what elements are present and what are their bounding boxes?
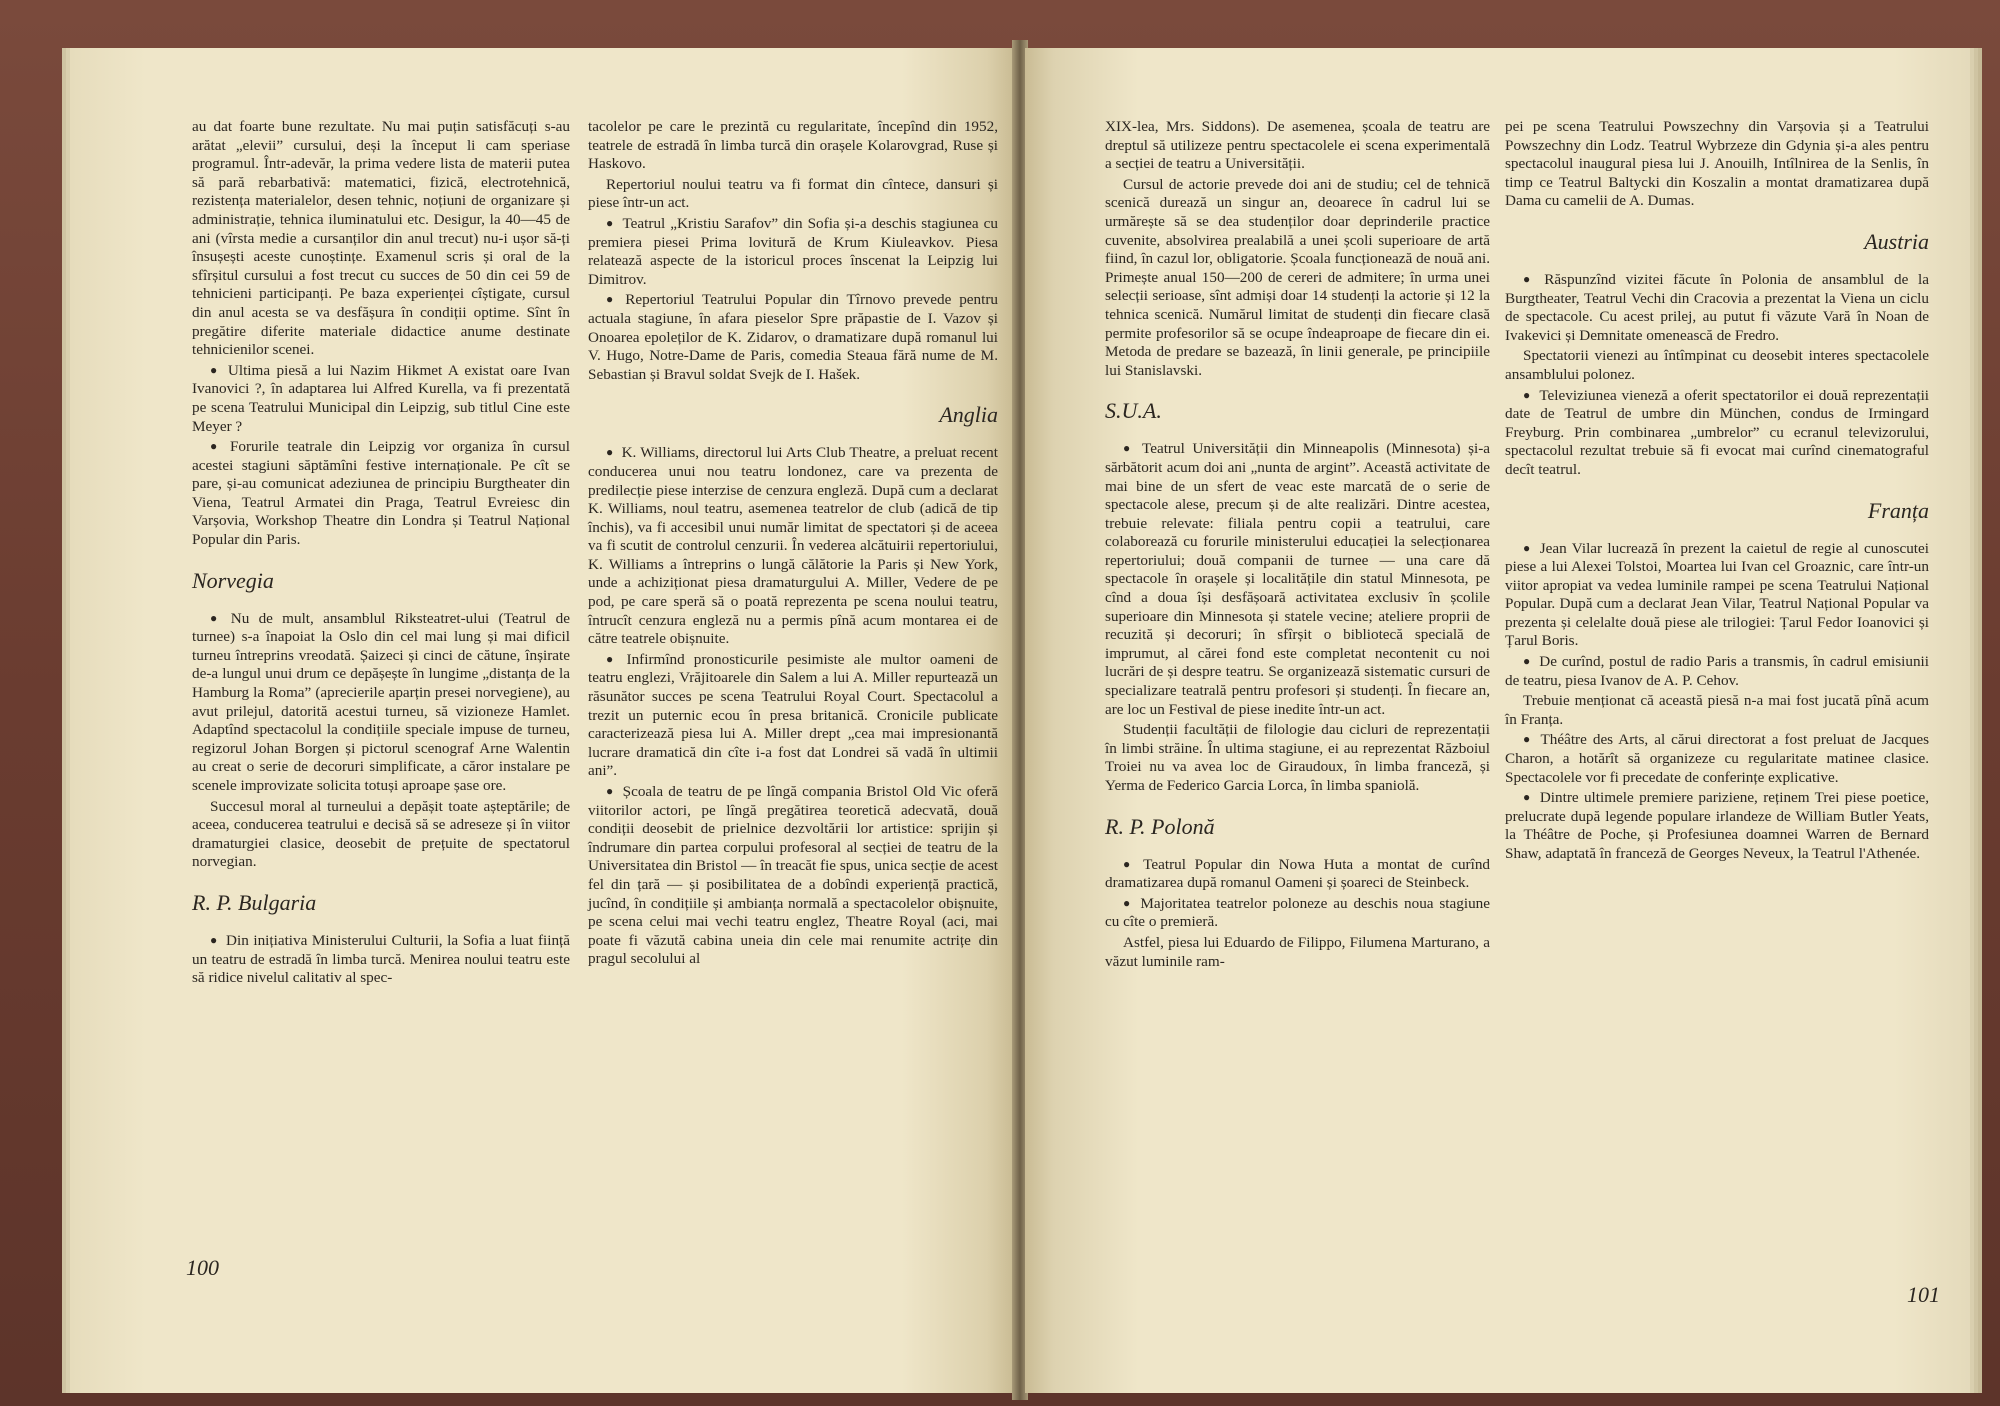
news-item: ● Infirmînd pronosticurile pesimiste ale multor oameni de teatru englezi, Vrăjitoarele din Salem a lui A. Miller repurtează un răsunător succes pe scena Teatrului Royal Court. Spectacolul a trezit un puternic ecou în presa britanică. Cronicile publicate caracterizează piesa lui A. Miller drept „cea mai impresionantă lucrare dramatică din cîte i-a fost dat Londrei să vadă în ultimii ani”.: [588, 651, 998, 781]
left-page: [70, 48, 1015, 1393]
right-page-column-1: [1105, 118, 1490, 973]
paragraph: Succesul moral al turneului a depășit toate așteptările; de aceea, conducerea teatrului e decisă să se adreseze și în viitor dramaturgiei clasice, deosebit de prețuite de spectatorul norvegian.: [192, 797, 570, 871]
news-item: ● Teatrul „Kristiu Sarafov” din Sofia și-a deschis stagiunea cu premiera piesei Prima lovitură de Krum Kiuleavkov. Piesa relatează aspecte de la istoricul proces înscenat la Leipzig lui Dimitrov.: [588, 215, 998, 289]
news-item: ● Școala de teatru de pe lîngă compania Bristol Old Vic oferă viitorilor actori, pe lîngă pregătirea teoretică adecvată, două condiții deosebit de prielnice dezvoltării lor artistice: sprijin și îndrumare din partea corpului profesoral al secției de teatru de la Universitatea din Bristol — în treacăt fie spus, unica secție de acest fel din țară — și posibilitatea de a dobîndi experiență practică, jucînd, în condițiile și ambianța normală a spectacolelor obișnuite, pe scena celui mai vechi teatru englez, Theatre Royal (aci, mai poate fi văzută cabina uneia din cele mai renumite actrițe din pragul secolului al: [588, 783, 998, 969]
page-number-right: 101: [1907, 1282, 1940, 1307]
section-heading: S.U.A.: [1105, 398, 1162, 424]
right-page-column-2: [1505, 118, 1929, 866]
paragraph: Astfel, piesa lui Eduardo de Filippo, Filumena Marturano, a văzut luminile ram-: [1105, 933, 1490, 970]
paragraph: pei pe scena Teatrului Powszechny din Varșovia și a Teatrului Powszechny din Lodz. Teatrul Wybrzeze din Gdynia și-a ales pentru spectacolul inaugural piesa lui J. Anouilh, Intîlnirea de la Senlis, în timp ce Teatrul Baltycki din Koszalin a montat dramatizarea după Dama cu camelii de A. Dumas.: [1505, 118, 1929, 210]
news-item: ● Televiziunea vieneză a oferit spectatorilor ei două reprezentații date de Teatrul de umbre din München, condus de Irmingard Freyburg. Prin combinarea „umbrelor” cu ecranul televizorului, spectacolul rezultat trebuie să fi evocat mai curînd cinematograful decît teatrul.: [1505, 387, 1929, 480]
section-heading: R. P. Polonă: [1105, 813, 1215, 839]
paragraph: Spectatorii vienezi au întîmpinat cu deosebit interes spectacolele ansamblului polonez.: [1505, 347, 1929, 383]
left-page-column-1: [192, 118, 570, 990]
news-item: ● K. Williams, directorul lui Arts Club Theatre, a preluat recent conducerea unui nou teatru londonez, care va prezenta de predilecție piese interzise de cenzura engleză. După cum a declarat K. Williams, noul teatru, asemenea teatrelor de club (adică de tip închis), va fi accesibil unui număr limitat de spectatori și de aceea va fi scutit de controlul cenzurii. În vederea alcătuirii repertoriului, K. Williams a întreprins o lungă călătorie la Paris și New York, unde a achiziționat piesa dramaturgului A. Miller, Vedere de pe pod, pe care speră să o poată reprezenta pe scena noului teatru, întrucît cenzura engleză nu a permis pînă acum montarea ei de către teatrele obișnuite.: [588, 444, 998, 649]
paragraph: Studenții facultății de filologie dau cicluri de reprezentații în limbi străine. În ultima stagiune, ei au reprezentat Războiul Troiei nu va avea loc de Giraudoux, în limba franceză, și Yerma de Federico Garcia Lorca, în limba spaniolă.: [1105, 721, 1490, 794]
section-heading: Austria: [1864, 228, 1929, 254]
news-item: ● Théâtre des Arts, al cărui directorat a fost preluat de Jacques Charon, a hotărît să organizeze cu regularitate matinee clasice. Spectacolele vor fi precedate de conferințe explicative.: [1505, 731, 1929, 787]
news-item: ● Dintre ultimele premiere pariziene, reținem Trei piese poetice, prelucrate după legende populare irlandeze de William Butler Yeats, la Théâtre de Poche, și Profesiunea doamnei Warren de Bernard Shaw, adaptată în franceză de Georges Neveux, la Teatrul l'Athenée.: [1505, 789, 1929, 863]
news-item: ● Teatrul Popular din Nowa Huta a montat de curînd dramatizarea după romanul Oameni și șoareci de Steinbeck.: [1105, 856, 1490, 893]
section-heading: Anglia: [939, 402, 998, 428]
paragraph: au dat foarte bune rezultate. Nu mai puțin satisfăcuți s-au arătat „elevii” cursului, deși la început li cam speriase programul. Într-adevăr, la prima vedere lista de materii putea să pară rebarbativă: matematici, fizică, electrotehnică, rezistența materialelor, desen tehnic, noțiuni de organizare și administrație, tehnica iluminatului etc. Desigur, la 40—45 de ani (vîrsta medie a cursanților din anul trecut) nu-i ușor să-ți însușești aceste cunoștințe. Examenul scris și oral de la sfîrșitul cursului a fost trecut cu succes de 50 din cei 59 de tehnicieni participanți. Pe baza experienței cîștigate, cursul din anul acesta se va desfășura în condiții optime. Sînt în pregătire diferite materiale didactice anume destinate tehnicienilor scenei.: [192, 118, 570, 359]
section-heading: Franța: [1867, 497, 1929, 523]
paragraph: Repertoriul noului teatru va fi format din cîntece, dansuri și piese într-un act.: [588, 175, 998, 212]
right-page: [1025, 48, 1970, 1393]
news-item: ● Ultima piesă a lui Nazim Hikmet A existat oare Ivan Ivanovici ?, în adaptarea lui Alfred Kurella, va fi prezentată pe scena Teatrului Municipal din Leipzig, sub titlul Cine este Meyer ?: [192, 362, 570, 436]
news-item: ● Repertoriul Teatrului Popular din Tîrnovo prevede pentru actuala stagiune, în afara pieselor Spre prăpastie de I. Vazov și Onoarea epoleților de K. Zidarov, o dramatizare după romanul lui V. Hugo, Notre-Dame de Paris, comedia Steaua fără nume de M. Sebastian și Bravul soldat Svejk de I. Hašek.: [588, 291, 998, 384]
news-item: ● Nu de mult, ansamblul Riksteatret-ului (Teatrul de turnee) s-a înapoiat la Oslo din cel mai lung și mai dificil turneu întreprins vreodată. Șaizeci și cinci de cătune, înșirate de-a lungul unui drum ce depășește în lungime „distanța de la Hamburg la Roma” (aprecierile aparțin presei norvegiene), au avut prilejul, datorită acestui turneu, să vizioneze Hamlet. Adaptînd spectacolul la condițiile speciale impuse de turneu, regizorul Johan Borgen și pictorul scenograf Arne Walentin au creat o serie de decoruri simplificate, a căror instalare pe scenele improvizate solicita totuși aproape șase ore.: [192, 610, 570, 796]
news-item: ● De curînd, postul de radio Paris a transmis, în cadrul emisiunii de teatru, piesa Ivanov de A. P. Cehov.: [1505, 653, 1929, 690]
section-heading: Norvegia: [192, 567, 274, 593]
paragraph: Trebuie menționat că această piesă n-a mai fost jucată pînă acum în Franța.: [1505, 692, 1929, 728]
news-item: ● Jean Vilar lucrează în prezent la caietul de regie al cunoscutei piese a lui Alexei Tolstoi, Moartea lui Ivan cel Groaznic, care într-un viitor apropiat va vedea luminile rampei pe scena Teatrului Național Popular. După cum a declarat Jean Vilar, Teatrul Național Popular va prezenta și celelalte două piese ale trilogiei: Țarul Fedor Ioanovici și Țarul Boris.: [1505, 540, 1929, 652]
page-number-left: 100: [186, 1255, 219, 1280]
news-item: ● Din inițiativa Ministerului Culturii, la Sofia a luat ființă un teatru de estradă în limba turcă. Menirea noului teatru este să ridice nivelul calitativ al spec-: [192, 932, 570, 988]
news-item: ● Teatrul Universității din Minneapolis (Minnesota) și-a sărbătorit acum doi ani „nunta de argint”. Această activitate de mai bine de un sfert de veac este marcată de o serie de spectacole alese, precum și de alte realizări. Dintre acestea, trebuie relevate: filiala pentru copii a teatrului, care colaborează cu forurile ministerului educației la selecționarea repertoriului; două companii de turnee — una care dă spectacole în orașele și localitățile din statul Minnesota, pe cînd a doua își desfășoară activitatea exclusiv în școlile superioare din Minnesota și statele vecine; ateliere proprii de recuzită și decoruri; în sfîrșit o bibliotecă specială de imprumut, al cărei fond este completat necontenit cu noi lucrări de și despre teatru. Se organizează sistematic cursuri de specializare teatrală pentru profesori și studenți. În fiecare an, are loc un Festival de piese inedite într-un act.: [1105, 440, 1490, 719]
news-item: ● Răspunzînd vizitei făcute în Polonia de ansamblul de la Burgtheater, Teatrul Vechi din Cracovia a prezentat la Viena un ciclu de spectacole. Cu acest prilej, au putut fi văzute Vară în Noan de Ivakevici și Demnitate omenească de Fredro.: [1505, 271, 1929, 345]
left-page-column-2: [588, 118, 998, 971]
paragraph: Cursul de actorie prevede doi ani de studiu; cel de tehnică scenică durează un singur an, deoarece în cadrul lui se urmărește să se dea studenților doar deprinderile practice cuvenite, absolvirea prealabilă a unei școli superioare de artă fiind, în cazul lor, obligatorie. Școala funcționează de nouă ani. Primește anual 150—200 de cereri de admitere; în urma unei selecții serioase, sînt admiși doar 14 studenți la actorie și 12 la tehnica scenică. Numărul limitat de studenți din fiecare clasă permite profesorilor să se ocupe îndeaproape de fiecare din ei. Metoda de predare se bazează, în linii generale, pe principiile lui Stanislavski.: [1105, 175, 1490, 379]
paragraph: tacolelor pe care le prezintă cu regularitate, începînd din 1952, teatrele de estradă în limba turcă din orașele Kolarovgrad, Ruse și Haskovo.: [588, 118, 998, 173]
news-item: ● Majoritatea teatrelor poloneze au deschis noua stagiune cu cîte o premieră.: [1105, 895, 1490, 932]
paragraph: XIX-lea, Mrs. Siddons). De asemenea, școala de teatru are dreptul să utilizeze pentru spectacolele ei scena experimentală a secției de teatru a Universității.: [1105, 118, 1490, 173]
section-heading: R. P. Bulgaria: [192, 889, 317, 915]
news-item: ● Forurile teatrale din Leipzig vor organiza în cursul acestei stagiuni săptămîni festive internaționale. Pe cît se pare, și-au comunicat adeziunea de principiu Burgtheater din Viena, Teatrul Armatei din Praga, Teatrul Evreiesc din Varșovia, Workshop Theatre din Londra și Teatrul Național Popular din Paris.: [192, 438, 570, 550]
